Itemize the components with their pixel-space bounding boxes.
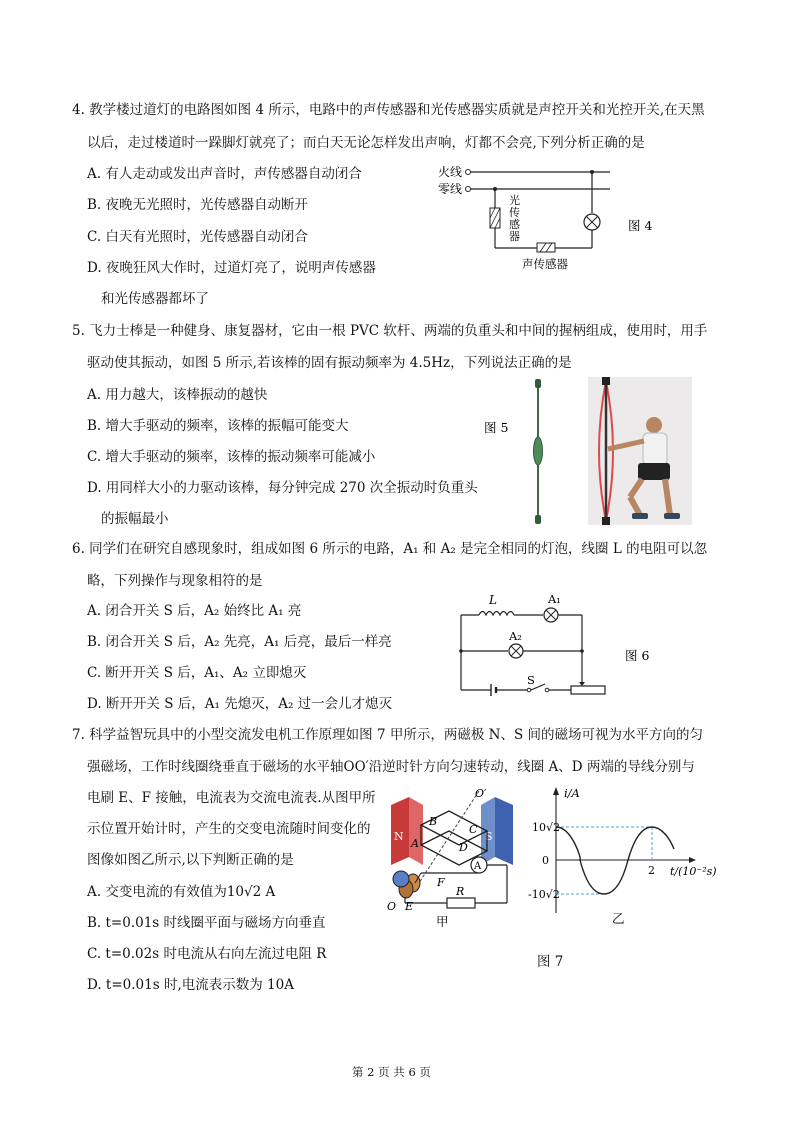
- q7-option-d: D. t=0.01s 时,电流表示数为 10A: [87, 977, 294, 993]
- figure-7-yi-label: 乙: [612, 911, 625, 926]
- q6-option-b: B. 闭合开关 S 后，A₂ 先亮，A₁ 后亮，最后一样亮: [87, 634, 392, 650]
- q7-option-c: C. t=0.02s 时电流从右向左流过电阻 R: [87, 946, 327, 962]
- graph-x-tick: 2: [648, 864, 655, 877]
- figure-5-label: 图 5: [484, 420, 509, 435]
- q4-option-d-line1: D. 夜晚狂风大作时，过道灯亮了，说明声传感器: [87, 260, 376, 276]
- fire-wire-label: 火线: [438, 165, 463, 179]
- q7-stem-line4: 示位置开始计时，产生的交变电流随时间变化的: [87, 821, 371, 837]
- q4-option-d-line2: 和光传感器都坏了: [101, 291, 209, 307]
- figure-6-label: 图 6: [625, 648, 650, 663]
- lamp-a2-label: A₂: [509, 629, 522, 643]
- q7-option-a: A. 交变电流的有效值为10√2 A: [87, 884, 276, 900]
- light-sensor-char-4: 器: [509, 230, 520, 243]
- coil-corner-a-label: A: [411, 837, 419, 850]
- coil-corner-b-label: B: [429, 815, 438, 828]
- q5-stem-line1: 5. 飞力士棒是一种健身、康复器材，它由一根 PVC 软杆、两端的负重头和中间的握柄组成，使用时，用手: [72, 323, 708, 339]
- q7-stem-line1: 7. 科学益智玩具中的小型交流发电机工作原理如图 7 甲所示，两磁极 N、S 间的磁场可视为水平方向的匀: [72, 727, 703, 743]
- q4-stem-line2: 以后，走过楼道时一跺脚灯就亮了；而白天无论怎样发出声响，灯都不会亮,下列分析正确的是: [87, 135, 645, 151]
- axis-o-label: O: [387, 900, 397, 913]
- q5-option-b: B. 增大手驱动的频率，该棒的振幅可能变大: [87, 418, 349, 434]
- q4-option-b: B. 夜晚无光照时，光传感器自动断开: [87, 197, 309, 213]
- coil-label: L: [489, 593, 497, 607]
- figure-7-label: 图 7: [537, 954, 564, 970]
- graph-y-tick-zero: 0: [542, 854, 549, 867]
- brush-e-label: E: [405, 900, 414, 913]
- q7-stem-line3: 电刷 E、F 接触，电流表为交流电流表.从图甲所: [87, 790, 376, 806]
- q6-stem-line1: 6. 同学们在研究自感现象时，组成如图 6 所示的电路，A₁ 和 A₂ 是完全相同的灯泡，线圈 L 的电阻可以忽: [72, 541, 708, 557]
- q6-stem-line2: 略，下列操作与现象相符的是: [87, 573, 263, 589]
- figure-7-jia-label: 甲: [436, 914, 449, 929]
- ammeter-label: A: [474, 861, 482, 872]
- north-pole-label: N: [394, 830, 404, 843]
- figure-4-circuit: [430, 160, 670, 275]
- light-sensor-char-1: 光: [509, 194, 520, 207]
- q6-option-c: C. 断开开关 S 后，A₁、A₂ 立即熄灭: [87, 665, 307, 681]
- q6-option-d: D. 断开开关 S 后，A₁ 先熄灭，A₂ 过一会儿才熄灭: [87, 696, 393, 712]
- figure-6-circuit: [455, 590, 665, 702]
- axis-o-prime-label: O′: [475, 787, 487, 800]
- q6-option-a: A. 闭合开关 S 后，A₂ 始终比 A₁ 亮: [87, 603, 302, 619]
- coil-corner-c-label: C: [469, 823, 478, 836]
- figure-5-illustration: [480, 375, 695, 527]
- figure-4-label: 图 4: [628, 218, 653, 233]
- brush-f-label: F: [437, 876, 445, 889]
- q5-option-c: C. 增大手驱动的频率，该棒的振动频率可能减小: [87, 449, 376, 465]
- page-footer: 第 2 页 共 6 页: [352, 1065, 431, 1079]
- light-sensor-char-3: 感: [509, 218, 520, 231]
- switch-label: S: [527, 673, 535, 687]
- q5-option-d-line1: D. 用同样大小的力驱动该棒，每分钟完成 270 次全振动时负重头: [87, 480, 478, 496]
- sound-sensor-label: 声传感器: [522, 257, 568, 271]
- graph-y-tick-top: 10√2: [532, 821, 561, 834]
- south-pole-label: S: [485, 830, 493, 843]
- figure-7-current-graph: [528, 783, 728, 933]
- graph-x-axis-label: t/(10⁻²s): [670, 865, 717, 878]
- q4-stem-line1: 4. 教学楼过道灯的电路图如图 4 所示，电路中的声传感器和光传感器实质就是声控开关和光控开关,在天黑: [72, 102, 705, 118]
- coil-corner-d-label: D: [459, 841, 468, 854]
- q4-option-c: C. 白天有光照时，光传感器自动闭合: [87, 229, 308, 245]
- q7-option-b: B. t=0.01s 时线圈平面与磁场方向垂直: [87, 915, 326, 931]
- q7-stem-line2: 强磁场，工作时线圈绕垂直于磁场的水平轴OO′沿逆时针方向匀速转动，线圈 A、D 两端的导线分别与: [87, 759, 695, 775]
- q5-option-a: A. 用力越大，该棒振动的越快: [87, 387, 268, 403]
- q5-option-d-line2: 的振幅最小: [101, 511, 169, 527]
- resistor-r-label: R: [456, 885, 465, 898]
- light-sensor-char-2: 传: [509, 206, 520, 219]
- neutral-wire-label: 零线: [438, 182, 463, 196]
- q4-option-a: A. 有人走动或发出声音时，声传感器自动闭合: [87, 166, 362, 182]
- figure-7-generator: [383, 785, 528, 930]
- q7-stem-line5: 图像如图乙所示,以下判断正确的是: [87, 852, 294, 868]
- lamp-a1-label: A₁: [548, 592, 561, 606]
- q5-stem-line2: 驱动使其振动，如图 5 所示,若该棒的固有振动频率为 4.5Hz，下列说法正确的是: [87, 355, 572, 371]
- graph-y-tick-bottom: -10√2: [528, 888, 560, 901]
- graph-y-axis-label: i/A: [564, 786, 580, 800]
